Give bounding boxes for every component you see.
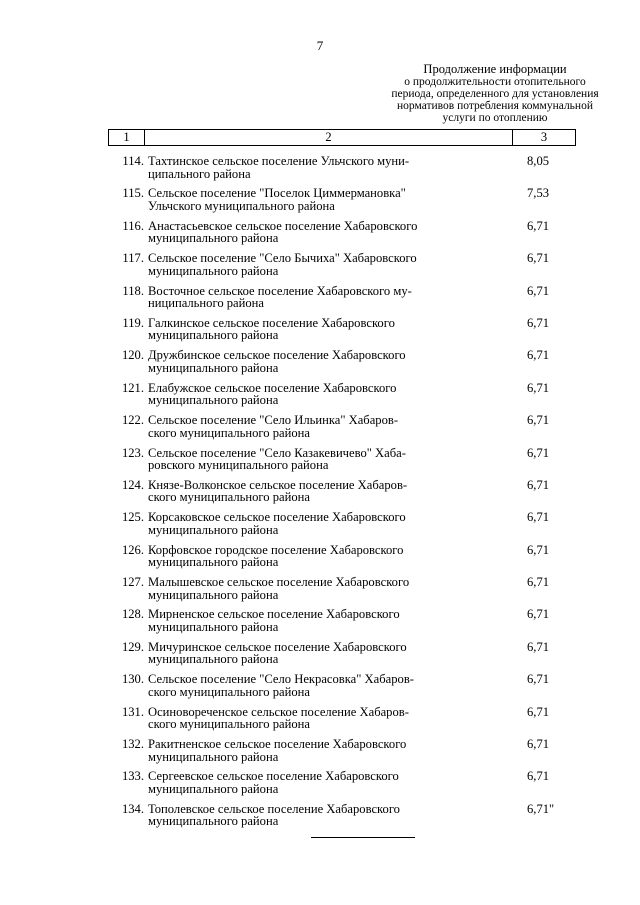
settlement-name-line: муниципального района	[148, 360, 279, 375]
settlement-name-line: Корсаковское сельское поселение Хабаровского	[148, 510, 406, 525]
settlement-name-line: муниципального района	[148, 814, 279, 829]
settlement-name-line: ровского муниципального района	[148, 458, 329, 473]
table-row	[0, 803, 640, 835]
settlement-name-line: муниципального района	[148, 328, 279, 343]
heating-period-value: 6,71	[527, 672, 550, 687]
settlement-name	[148, 155, 468, 180]
table-row	[0, 414, 640, 446]
settlement-name-line: муниципального района	[148, 587, 279, 602]
heating-period-value: 6,71	[527, 510, 550, 525]
column-header-3: 3	[513, 130, 576, 146]
heating-period-value: 6,71	[527, 348, 550, 363]
settlement-name-line: муниципального района	[148, 781, 279, 796]
row-number: 133.	[121, 769, 144, 784]
header-note-line: услуги по отоплению	[442, 112, 548, 124]
settlement-name	[148, 479, 468, 504]
table-row	[0, 576, 640, 608]
row-number: 118.	[122, 283, 144, 298]
table-row	[0, 479, 640, 511]
settlement-name-line: муниципального района	[148, 652, 279, 667]
settlement-name-line: Восточное сельское поселение Хабаровского му-	[148, 283, 412, 298]
end-rule	[311, 837, 415, 838]
settlement-name	[148, 544, 468, 569]
table-row	[0, 349, 640, 381]
row-number: 116.	[122, 218, 144, 233]
row-number: 132.	[121, 737, 144, 752]
row-number: 119.	[122, 315, 144, 330]
settlement-name-line: ского муниципального района	[148, 425, 310, 440]
row-number: 121.	[121, 380, 144, 395]
settlement-name	[148, 252, 468, 277]
table-row	[0, 220, 640, 252]
row-number: 117.	[122, 251, 144, 266]
settlement-name	[148, 641, 468, 666]
table-row	[0, 317, 640, 349]
table-row	[0, 544, 640, 576]
table-body	[0, 155, 640, 835]
table-header	[108, 129, 576, 146]
column-header-2: 2	[145, 130, 513, 146]
settlement-name-line: Сельское поселение "Село Некрасовка" Хабаров-	[148, 672, 414, 687]
table-row	[0, 155, 640, 187]
settlement-name-line: Малышевское сельское поселение Хабаровского	[148, 575, 410, 590]
row-number: 123.	[121, 445, 144, 460]
header-note-line: нормативов потребления коммунальной	[397, 100, 593, 112]
settlement-name-line: Ульчского муниципального района	[148, 198, 335, 213]
settlement-name	[148, 608, 468, 633]
heating-period-value: 6,71	[527, 251, 550, 266]
heating-period-value: 6,71	[527, 769, 550, 784]
table-row	[0, 187, 640, 219]
table-row	[0, 738, 640, 770]
table-row	[0, 608, 640, 640]
heating-period-value: 6,71	[527, 542, 550, 557]
settlement-name	[148, 770, 468, 795]
row-number: 134.	[121, 801, 144, 816]
settlement-name-line: ского муниципального района	[148, 717, 310, 732]
header-note-line: о продолжительности отопительного	[404, 76, 586, 88]
heating-period-value: 6,71	[527, 315, 550, 330]
table-row	[0, 447, 640, 479]
row-number: 129.	[121, 639, 144, 654]
heating-period-value: 8,05	[527, 154, 550, 168]
settlement-name-line: Сельское поселение "Село Казакевичево" Хаба-	[148, 445, 406, 460]
row-number: 120.	[121, 348, 144, 363]
settlement-name-line: Сельское поселение "Село Ильинка" Хабаров-	[148, 413, 399, 428]
header-note-line: периода, определенного для установления	[391, 88, 599, 100]
settlement-name-line: Ракитненское сельское поселение Хабаровского	[148, 737, 407, 752]
settlement-name-line: Елабужское сельское поселение Хабаровского	[148, 380, 397, 395]
table-row	[0, 285, 640, 317]
table-row	[0, 382, 640, 414]
settlement-name-line: Сельское поселение "Поселок Циммермановка"	[148, 186, 406, 201]
table-row	[0, 673, 640, 705]
table-row	[0, 641, 640, 673]
settlement-name-line: Тополевское сельское поселение Хабаровского	[148, 801, 400, 816]
row-number: 127.	[121, 575, 144, 590]
settlement-name	[148, 187, 468, 212]
settlement-name-line: муниципального района	[148, 555, 279, 570]
heating-period-value: 6,71	[527, 413, 550, 428]
row-number: 130.	[121, 672, 144, 687]
heating-period-value: 6,71	[527, 607, 550, 622]
row-number: 125.	[121, 510, 144, 525]
heating-period-value: 6,71	[527, 639, 550, 654]
heating-period-value: 7,53	[527, 186, 550, 201]
settlement-name	[148, 382, 468, 407]
row-number: 124.	[121, 477, 144, 492]
heating-period-value: 6,71	[527, 283, 550, 298]
row-number: 128.	[121, 607, 144, 622]
settlement-name-line: муниципального района	[148, 749, 279, 764]
settlement-name	[148, 511, 468, 536]
settlement-name	[148, 349, 468, 374]
settlement-name	[148, 220, 468, 245]
settlement-name-line: Анастасьевское сельское поселение Хабаровского	[148, 218, 418, 233]
settlement-name-line: Сергеевское сельское поселение Хабаровского	[148, 769, 399, 784]
heating-period-value: 6,71	[527, 704, 550, 719]
heating-period-value: 6,71	[527, 218, 550, 233]
row-number: 115.	[122, 186, 144, 201]
heating-period-value: 6,71	[527, 477, 550, 492]
settlement-name-line: муниципального района	[148, 619, 279, 634]
settlement-name-line: муниципального района	[148, 522, 279, 537]
settlement-name	[148, 317, 468, 342]
header-note-line: Продолжение информации	[423, 62, 567, 76]
settlement-name	[148, 414, 468, 439]
settlement-name-line: Мирненское сельское поселение Хабаровского	[148, 607, 400, 622]
table-row	[0, 511, 640, 543]
settlement-name	[148, 576, 468, 601]
row-number: 114.	[122, 154, 144, 168]
settlement-name-line: муниципального района	[148, 393, 279, 408]
settlement-name-line: Мичуринское сельское поселение Хабаровского	[148, 639, 407, 654]
heating-period-value: 6,71	[527, 737, 550, 752]
column-header-1: 1	[109, 130, 145, 146]
settlement-name-line: ского муниципального района	[148, 684, 310, 699]
row-number: 131.	[121, 704, 144, 719]
settlement-name	[148, 803, 468, 828]
settlement-name-line: Дружбинское сельское поселение Хабаровского	[148, 348, 406, 363]
header-note	[375, 63, 615, 124]
settlement-name-line: муниципального района	[148, 231, 279, 246]
heating-period-value: 6,71	[527, 380, 550, 395]
settlement-name-line: ского муниципального района	[148, 490, 310, 505]
settlement-name-line: муниципального района	[148, 263, 279, 278]
table-row	[0, 252, 640, 284]
settlement-name-line: ципального района	[148, 166, 251, 181]
settlement-name-line: ниципального района	[148, 296, 265, 311]
settlement-name	[148, 706, 468, 731]
settlement-name	[148, 447, 468, 472]
page-number: 7	[316, 38, 324, 53]
table-row	[0, 706, 640, 738]
heating-period-value: 6,71	[527, 445, 550, 460]
row-number: 126.	[121, 542, 144, 557]
settlement-name-line: Галкинское сельское поселение Хабаровского	[148, 315, 395, 330]
table-row	[0, 770, 640, 802]
settlement-name-line: Сельское поселение "Село Бычиха" Хабаровского	[148, 251, 417, 266]
heating-period-value: 6,71	[527, 575, 550, 590]
row-number: 122.	[121, 413, 144, 428]
settlement-name-line: Тахтинское сельское поселение Ульчского муни-	[148, 154, 410, 168]
settlement-name-line: Князе-Волконское сельское поселение Хабаров-	[148, 477, 408, 492]
settlement-name-line: Осиновореченское сельское поселение Хабаров-	[148, 704, 409, 719]
settlement-name	[148, 285, 468, 310]
settlement-name-line: Корфовское городское поселение Хабаровского	[148, 542, 404, 557]
heating-period-value: 6,71"	[527, 801, 555, 816]
settlement-name	[148, 673, 468, 698]
settlement-name	[148, 738, 468, 763]
